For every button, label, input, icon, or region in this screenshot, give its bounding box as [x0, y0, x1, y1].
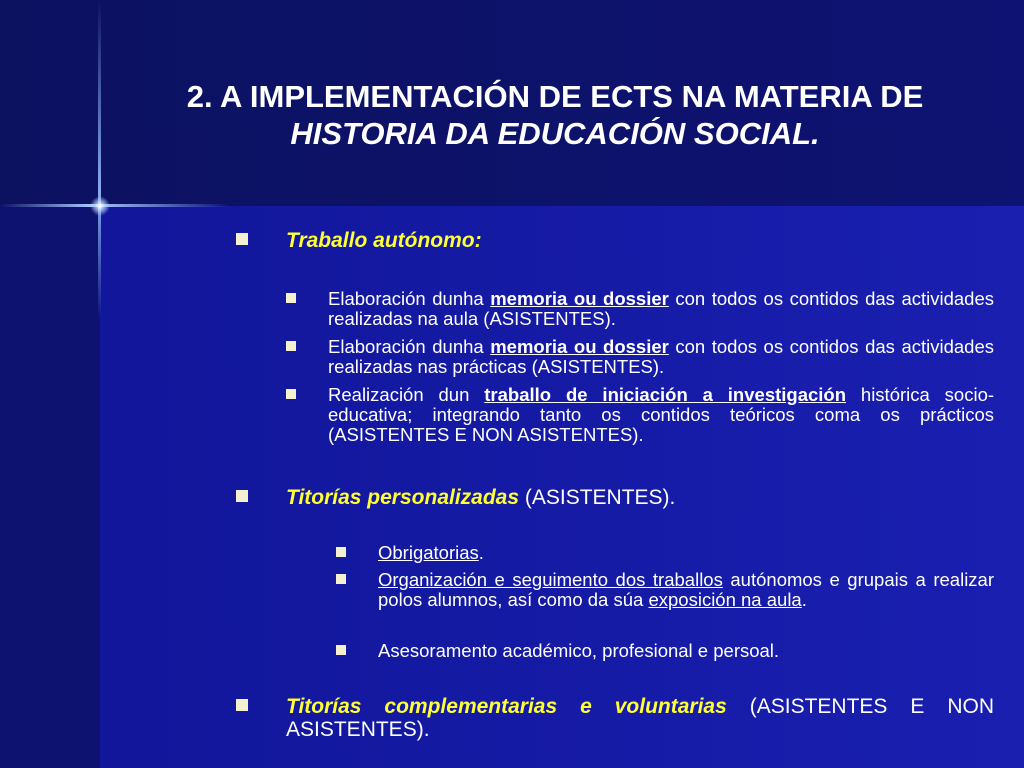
slide-title — [110, 78, 1000, 152]
star-flare-core — [90, 196, 110, 216]
bold-term: memoria ou dossier — [490, 336, 669, 357]
left-band — [0, 206, 100, 768]
title-line-1: 2. A IMPLEMENTACIÓN DE ECTS NA MATERIA DE — [186, 79, 924, 114]
bold-term: traballo de iniciación a investigación — [484, 384, 847, 405]
star-flare-horizontal — [0, 204, 230, 207]
slide: 2. A IMPLEMENTACIÓN DE ECTS NA MATERIA DE HISTORIA DA EDUCACIÓN SOCIAL. Traballo autónomo: Elaboración dunha memoria ou dossier con todos os contidos das actividades realizadas na aula (ASISTENTES). Elaboración dunha memoria ou dossier con todos os contidos das actividades realizadas nas prácticas (ASISTENTES). Realización dun traballo de iniciación a investigación histórica socio-educativa; integrando tanto os contidos teóricos coma os prácticos (ASISTENTES E NON ASISTENTES). Titorías personalizadas (ASISTENTES). Obrigatorias. Organización e seguimento dos traballos autónomos e grupais a realizar polos alumnos, así como da súa exposición na aula. Asesoramento académico, profesional e persoal. Titorías complementarias e voluntarias (ASISTENTES E NON ASISTENTES). — [0, 0, 1024, 768]
star-flare-icon — [98, 0, 101, 320]
square-bullet-icon — [336, 645, 346, 655]
title-line-2: HISTORIA DA EDUCACIÓN SOCIAL. — [290, 116, 820, 151]
square-bullet-icon — [286, 389, 296, 399]
bold-term: memoria ou dossier — [490, 288, 669, 309]
section-heading: Titorías personalizadas — [286, 486, 520, 509]
square-bullet-icon — [236, 699, 248, 711]
square-bullet-icon — [336, 547, 346, 557]
square-bullet-icon — [286, 341, 296, 351]
square-bullet-icon — [236, 490, 248, 502]
square-bullet-icon — [286, 293, 296, 303]
square-bullet-icon — [336, 574, 346, 584]
section-heading: Titorías complementarias e voluntarias — [286, 695, 727, 718]
square-bullet-icon — [236, 233, 248, 245]
section-heading: Traballo autónomo: — [286, 229, 482, 252]
